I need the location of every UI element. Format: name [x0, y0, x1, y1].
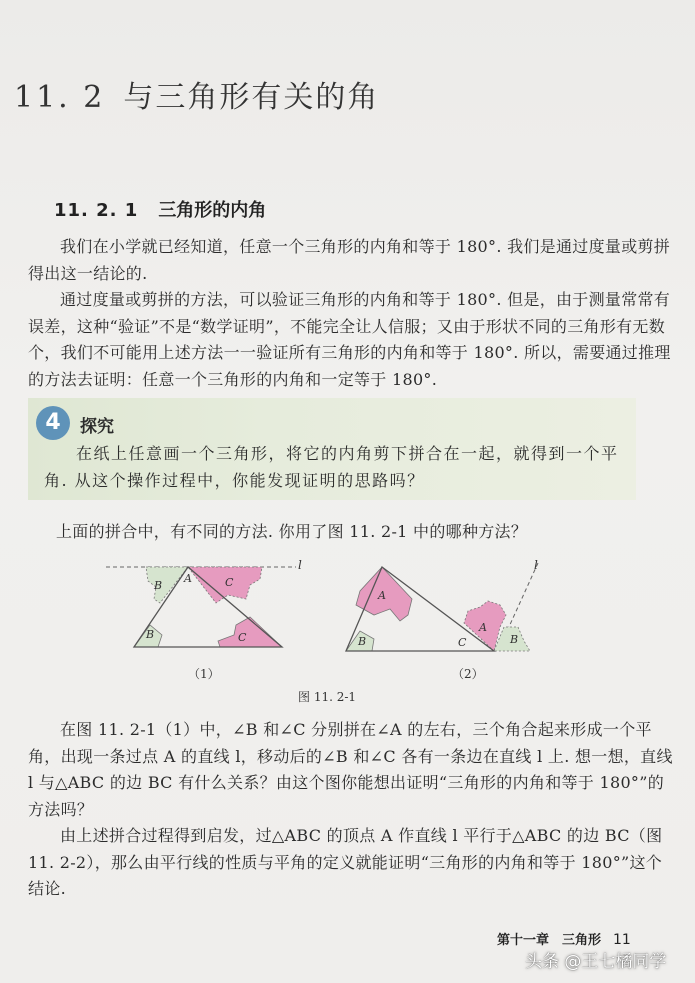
- figure-caption: 图 11. 2-1: [298, 690, 357, 704]
- angle-B-2-label: B: [358, 635, 367, 648]
- section-title: [14, 72, 379, 116]
- explore-icon-glyph: 4: [45, 410, 61, 435]
- angle-C-label: C: [238, 631, 247, 644]
- footer-chapter: 第十一章 三角形: [497, 933, 602, 948]
- paragraph-5: 由上述拼合过程得到启发，过△ABC 的顶点 A 作直线 l 平行于△ABC 的边 BC（图 11. 2-2），那么由平行线的性质与平角的定义就能证明“三角形的内角和等于 180°”这个结论.: [28, 826, 663, 898]
- explore-icon: [36, 406, 70, 440]
- explore-label: 探究: [80, 417, 114, 437]
- paragraph-2: 通过度量或剪拼的方法，可以验证三角形的内角和等于 180°. 但是，由于测量常常有误差，这种“验证”不是“数学证明”，不能完全让人信服；又由于形状不同的三角形有无数个，我们不可能用上述方法一一验证所有三角形的内角和等于 180°. 所以，需要通过推理的方法去证明：任意一个三角形的内角和一定等于 180°.: [28, 290, 671, 389]
- section-number: 11. 2: [14, 80, 106, 115]
- angle-B-label: B: [146, 628, 155, 641]
- moved-angle-A-label: A: [378, 589, 386, 602]
- moved-angle-C-label: C: [225, 576, 234, 589]
- paragraph-4: 在图 11. 2-1（1）中，∠B 和∠C 分别拼在∠A 的左右，三个角合起来形成一个平角，出现一条过点 A 的直线 l，移动后的∠B 和∠C 各有一条边在直线 l 上. 想一想，直线 l 与△ABC 的边 BC 有什么关系？由这个图你能想出证明“三角形的内角和等于 180°”的方法吗？: [28, 720, 673, 819]
- page-footer: [497, 929, 631, 948]
- page-number: 11: [613, 932, 631, 948]
- watermark: 头条 @王七橘同学: [525, 952, 667, 972]
- moved-angle-C-2-label: A: [479, 621, 487, 634]
- subsection-title: [54, 196, 266, 222]
- subsection-title-text: 三角形的内角: [158, 200, 267, 221]
- explore-text: 在纸上任意画一个三角形，将它的内角剪下拼合在一起，就得到一个平角. 从这个操作过程中，你能发现证明的思路吗？: [44, 444, 619, 490]
- angle-A-label: A: [184, 572, 192, 585]
- paragraph-1: 我们在小学就已经知道，任意一个三角形的内角和等于 180°. 我们是通过度量或剪拼得出这一结论的.: [28, 237, 671, 283]
- figure-2-label: （2）: [452, 667, 484, 681]
- figure-1-label: （1）: [188, 667, 220, 681]
- moved-angle-B-2-label: B: [510, 633, 519, 646]
- line-l-label: l: [298, 558, 302, 572]
- moved-angle-B-label: B: [154, 579, 163, 592]
- explore-box: [28, 398, 636, 500]
- angle-C-region: [218, 617, 282, 647]
- section-title-text: 与三角形有关的角: [123, 80, 380, 115]
- subsection-number: 11. 2. 1: [54, 200, 139, 221]
- paragraph-3: 上面的拼合中，有不同的方法. 你用了图 11. 2-1 中的哪种方法？: [56, 522, 528, 541]
- line-l-2-label: l: [534, 558, 538, 572]
- angle-C-2-label: C: [458, 636, 467, 649]
